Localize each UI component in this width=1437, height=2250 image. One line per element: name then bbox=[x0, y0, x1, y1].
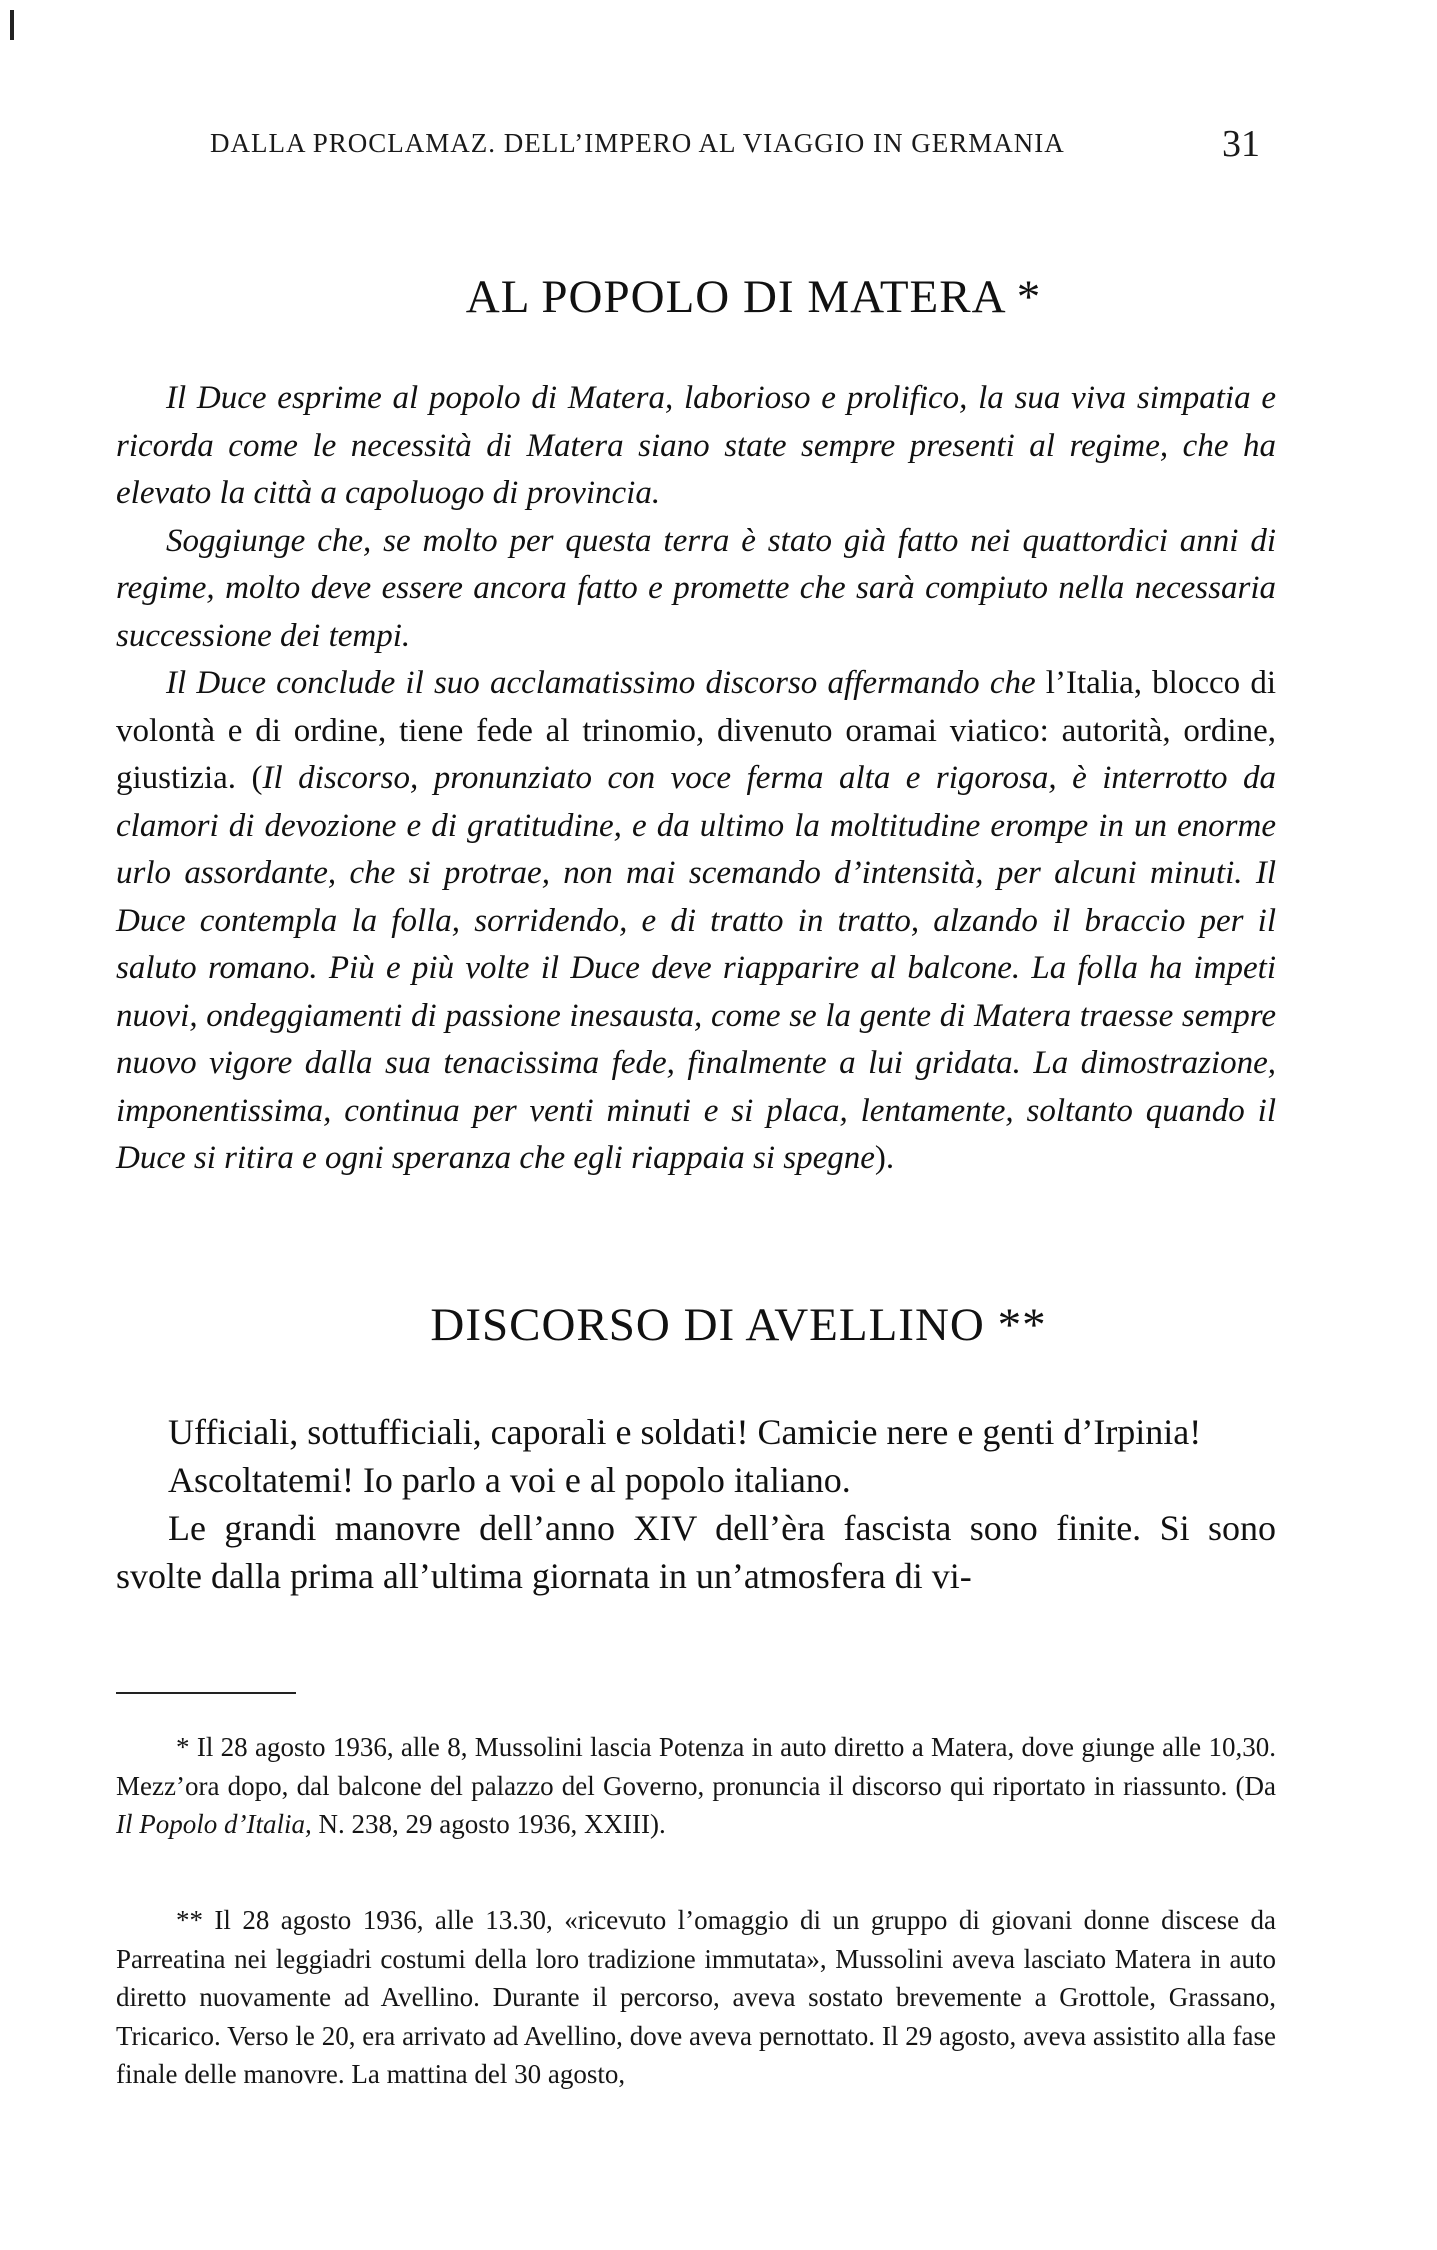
summary-paragraph-1: Il Duce esprime al popolo di Matera, laborioso e prolifico, la sua viva simpatia e ricorda come le necessità di Matera siano state sempre presenti al regime, che ha elevato la città a capoluogo di provincia. bbox=[116, 380, 1276, 511]
footnote-1-source: Il Popolo d’Italia, bbox=[116, 1809, 312, 1839]
section-title-avellino: DISCORSO DI AVELLINO ** bbox=[430, 1299, 1047, 1351]
footnote-1-text bbox=[116, 1728, 1276, 1844]
footnote-1 bbox=[116, 1728, 1276, 1856]
running-head-title: DALLA PROCLAMAZ. DELL’IMPERO AL VIAGGIO IN GERMANIA bbox=[210, 128, 1065, 158]
summary-paragraph-3-quote: l’Italia, blocco di volontà e di ordine, tiene fede al trinomio, divenuto oramai viatico: autorità, ordine, giustizia. ( bbox=[116, 665, 1276, 796]
summary-paragraph-3-intro: Il Duce conclude il suo acclamatissimo discorso affermando che bbox=[166, 665, 1036, 701]
avellino-speech bbox=[116, 1408, 1276, 1600]
footnote-2 bbox=[116, 1901, 1276, 2106]
footnote-1-ref: N. 238, 29 agosto 1936, XXIII). bbox=[311, 1809, 666, 1839]
matera-summary bbox=[116, 375, 1276, 1183]
speech-paragraph-1: Ufficiali, sottufficiali, caporali e soldati! Camicie nere e genti d’Irpinia! bbox=[168, 1412, 1202, 1452]
summary-paragraph-3 bbox=[116, 660, 1276, 1183]
speech-paragraph-3: Le grandi manovre dell’anno XIV dell’èra fascista sono finite. Si sono svolte dalla prima all’ultima giornata in un’atmosfera di vi- bbox=[116, 1508, 1276, 1596]
speech-paragraph-2: Ascoltatemi! Io parlo a voi e al popolo italiano. bbox=[168, 1460, 851, 1500]
scan-mark bbox=[10, 10, 14, 40]
section-title-matera: AL POPOLO DI MATERA * bbox=[465, 271, 1042, 323]
footnote-divider bbox=[116, 1692, 296, 1694]
footnote-1-body: * Il 28 agosto 1936, alle 8, Mussolini lascia Potenza in auto diretto a Matera, dove giunge alle 10,30. Mezz’ora dopo, dal balcone del palazzo del Governo, pronuncia il discorso qui riportato in riassunto. (Da bbox=[116, 1732, 1276, 1801]
summary-paragraph-3-close: ). bbox=[874, 1140, 895, 1176]
summary-paragraph-2: Soggiunge che, se molto per questa terra è stato già fatto nei quattordici anni di regime, molto deve essere ancora fatto e promette che sarà compiuto nella necessaria successione dei tempi. bbox=[116, 522, 1276, 654]
footnote-2-text: ** Il 28 agosto 1936, alle 13.30, «ricevuto l’omaggio di un gruppo di giovani donne discese da Parreatina nei leggiadri costumi della loro tradizione immutata», Mussolini aveva lasciato Matera in auto diretto nuovamente ad Avellino. Durante il percorso, aveva sostato brevemente a Grottole, Grassano, Tricarico. Verso le 20, era arrivato ad Avellino, dove aveva pernottato. Il 29 agosto, aveva assistito alla fase finale delle manovre. La mattina del 30 agosto, bbox=[116, 1905, 1276, 2089]
summary-paragraph-3-account: Il discorso, pronunziato con voce ferma alta e rigorosa, è interrotto da clamori di devozione e di gratitudine, e da ultimo la moltitudine erompe in un enorme urlo assordante, che si protrae, non mai scemando d’intensità, per alcuni minuti. Il Duce contempla la folla, sorridendo, e di tratto in tratto, alzando il braccio per il saluto romano. Più e più volte il Duce deve riapparire al balcone. La folla ha impeti nuovi, ondeggiamenti di passione inesausta, come se la gente di Matera traesse sempre nuovo vigore dalla sua tenacissima fede, finalmente a lui gridata. La dimostrazione, imponentissima, continua per venti minuti e si placa, lentamente, soltanto quando il Duce si ritira e ogni speranza che egli riappaia si spegne bbox=[116, 760, 1276, 1176]
running-head bbox=[210, 123, 1260, 165]
page-number: 31 bbox=[1222, 123, 1260, 165]
